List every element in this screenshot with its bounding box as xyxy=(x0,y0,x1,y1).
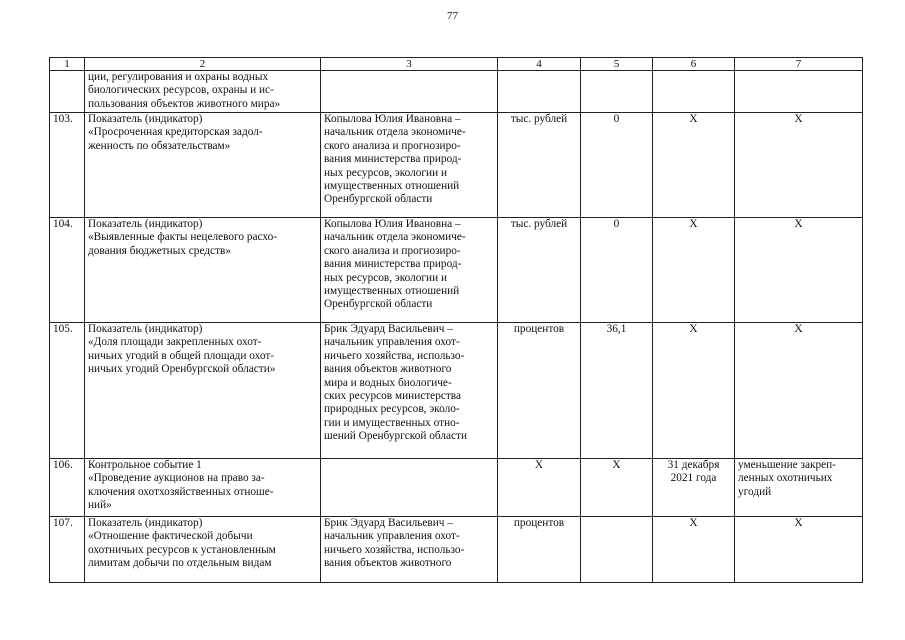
cell-line: имущественных отношений xyxy=(324,180,460,193)
table-row xyxy=(50,71,863,113)
value-cell: 0 xyxy=(581,113,653,218)
cell-line: начальник управления охот- xyxy=(324,530,460,543)
cell-line: «Проведение аукционов на право за- xyxy=(88,472,265,485)
table-row xyxy=(50,459,863,517)
cell-line: Х xyxy=(689,517,698,529)
cell-line: Копылова Юлия Ивановна – xyxy=(324,113,461,125)
table-row xyxy=(50,113,863,218)
cell-line: охотничьих ресурсов к установленным xyxy=(88,543,276,556)
responsible-person-cell xyxy=(321,113,498,218)
result-cell xyxy=(735,113,863,218)
unit-cell: процентов xyxy=(498,323,581,459)
row-number-cell: 104. xyxy=(50,218,85,323)
cell-line: 31 декабря xyxy=(667,459,720,471)
unit-cell: тыс. рублей xyxy=(498,113,581,218)
cell-line: лимитам добычи по отдельным видам xyxy=(88,557,272,570)
cell-line: Показатель (индикатор) xyxy=(88,517,203,529)
cell-line: вания объектов животного xyxy=(324,557,452,570)
cell-line: имущественных отношений xyxy=(324,285,460,298)
value-cell: 36,1 xyxy=(581,323,653,459)
indicator-name-cell xyxy=(85,323,321,459)
cell-line: ского анализа и прогнозиро- xyxy=(324,244,461,257)
cell-line: ленных охотничьих xyxy=(738,472,833,485)
value-cell: 0 xyxy=(581,218,653,323)
result-cell xyxy=(735,323,863,459)
cell-line: женность по обязательствам» xyxy=(88,139,231,152)
indicator-name-cell xyxy=(85,71,321,113)
column-header: 5 xyxy=(581,58,653,71)
cell-line: Показатель (индикатор) xyxy=(88,323,203,335)
responsible-person-cell xyxy=(321,218,498,323)
cell-line: «Просроченная кредиторская задол- xyxy=(88,126,263,139)
cell-line: Показатель (индикатор) xyxy=(88,113,203,125)
cell-line: Копылова Юлия Ивановна – xyxy=(324,218,461,230)
cell-line: Оренбургской области xyxy=(324,298,433,311)
cell-line: ний» xyxy=(88,499,112,512)
result-cell xyxy=(735,517,863,583)
value-cell xyxy=(581,71,653,113)
cell-line: Х xyxy=(689,218,698,230)
responsible-person-cell xyxy=(321,517,498,583)
column-header-row xyxy=(50,58,863,71)
deadline-cell xyxy=(653,459,735,517)
row-number-cell: 105. xyxy=(50,323,85,459)
cell-line: мира и водных биологиче- xyxy=(324,376,452,389)
result-cell xyxy=(735,71,863,113)
cell-line: начальник отдела экономиче- xyxy=(324,231,466,244)
indicator-name-cell xyxy=(85,218,321,323)
cell-line: дования бюджетных средств» xyxy=(88,244,231,257)
cell-line: Х xyxy=(689,113,698,125)
cell-line: начальник отдела экономиче- xyxy=(324,126,466,139)
row-number-cell xyxy=(50,71,85,113)
cell-line: Х xyxy=(794,323,803,335)
cell-line: ных ресурсов, экологии и xyxy=(324,166,448,179)
responsible-person-cell xyxy=(321,323,498,459)
document-table xyxy=(49,57,863,583)
cell-line: Х xyxy=(794,517,803,529)
cell-line: Х xyxy=(794,113,803,125)
cell-line: пользования объектов животного мира» xyxy=(88,97,281,110)
cell-line: ского анализа и прогнозиро- xyxy=(324,139,461,152)
responsible-person-cell xyxy=(321,71,498,113)
value-cell: Х xyxy=(581,459,653,517)
column-header: 7 xyxy=(735,58,863,71)
cell-line: ключения охотхозяйственных отноше- xyxy=(88,485,274,498)
cell-line: шений Оренбургской области xyxy=(324,430,467,443)
cell-line: «Доля площади закрепленных охот- xyxy=(88,336,262,349)
column-header: 1 xyxy=(50,58,85,71)
unit-cell: Х xyxy=(498,459,581,517)
table-row xyxy=(50,323,863,459)
deadline-cell xyxy=(653,113,735,218)
cell-line: «Отношение фактической добычи xyxy=(88,530,253,543)
cell-line: ничьих угодий в общей площади охот- xyxy=(88,349,275,362)
unit-cell: процентов xyxy=(498,517,581,583)
cell-line: Брик Эдуард Васильевич – xyxy=(324,517,453,529)
cell-line: Оренбургской области xyxy=(324,193,433,206)
column-header: 2 xyxy=(85,58,321,71)
cell-line: ничьих угодий Оренбургской области» xyxy=(88,363,276,376)
indicator-name-cell xyxy=(85,113,321,218)
cell-line: вания объектов животного xyxy=(324,363,452,376)
deadline-cell xyxy=(653,218,735,323)
table-row xyxy=(50,218,863,323)
deadline-cell xyxy=(653,517,735,583)
cell-line: угодий xyxy=(738,485,772,498)
cell-line: «Выявленные факты нецелевого расхо- xyxy=(88,231,278,244)
cell-line: уменьшение закреп- xyxy=(738,459,836,471)
cell-line: Брик Эдуард Васильевич – xyxy=(324,323,453,335)
cell-line: ских ресурсов министерства xyxy=(324,390,461,403)
unit-cell: тыс. рублей xyxy=(498,218,581,323)
indicator-name-cell xyxy=(85,459,321,517)
column-header: 4 xyxy=(498,58,581,71)
cell-line: Х xyxy=(689,323,698,335)
unit-cell xyxy=(498,71,581,113)
cell-line: гии и имущественных отно- xyxy=(324,416,460,429)
deadline-cell xyxy=(653,323,735,459)
responsible-person-cell xyxy=(321,459,498,517)
cell-line: биологических ресурсов, охраны и ис- xyxy=(88,84,274,97)
row-number-cell: 103. xyxy=(50,113,85,218)
result-cell xyxy=(735,459,863,517)
cell-line: Контрольное событие 1 xyxy=(88,459,202,471)
table-row xyxy=(50,517,863,583)
cell-line: 2021 года xyxy=(670,472,717,485)
cell-line: ничьего хозяйства, использо- xyxy=(324,543,465,556)
cell-line: ничьего хозяйства, использо- xyxy=(324,349,465,362)
indicator-name-cell xyxy=(85,517,321,583)
column-header: 3 xyxy=(321,58,498,71)
row-number-cell: 106. xyxy=(50,459,85,517)
deadline-cell xyxy=(653,71,735,113)
cell-line: природных ресурсов, эколо- xyxy=(324,403,460,416)
column-header: 6 xyxy=(653,58,735,71)
cell-line: Х xyxy=(794,218,803,230)
cell-line: ции, регулирования и охраны водных xyxy=(88,71,269,83)
result-cell xyxy=(735,218,863,323)
page-number: 77 xyxy=(447,10,458,22)
cell-line: начальник управления охот- xyxy=(324,336,460,349)
row-number-cell: 107. xyxy=(50,517,85,583)
cell-line: ных ресурсов, экологии и xyxy=(324,271,448,284)
cell-line: вания министерства природ- xyxy=(324,153,462,166)
cell-line: Показатель (индикатор) xyxy=(88,218,203,230)
value-cell xyxy=(581,517,653,583)
cell-line: вания министерства природ- xyxy=(324,258,462,271)
